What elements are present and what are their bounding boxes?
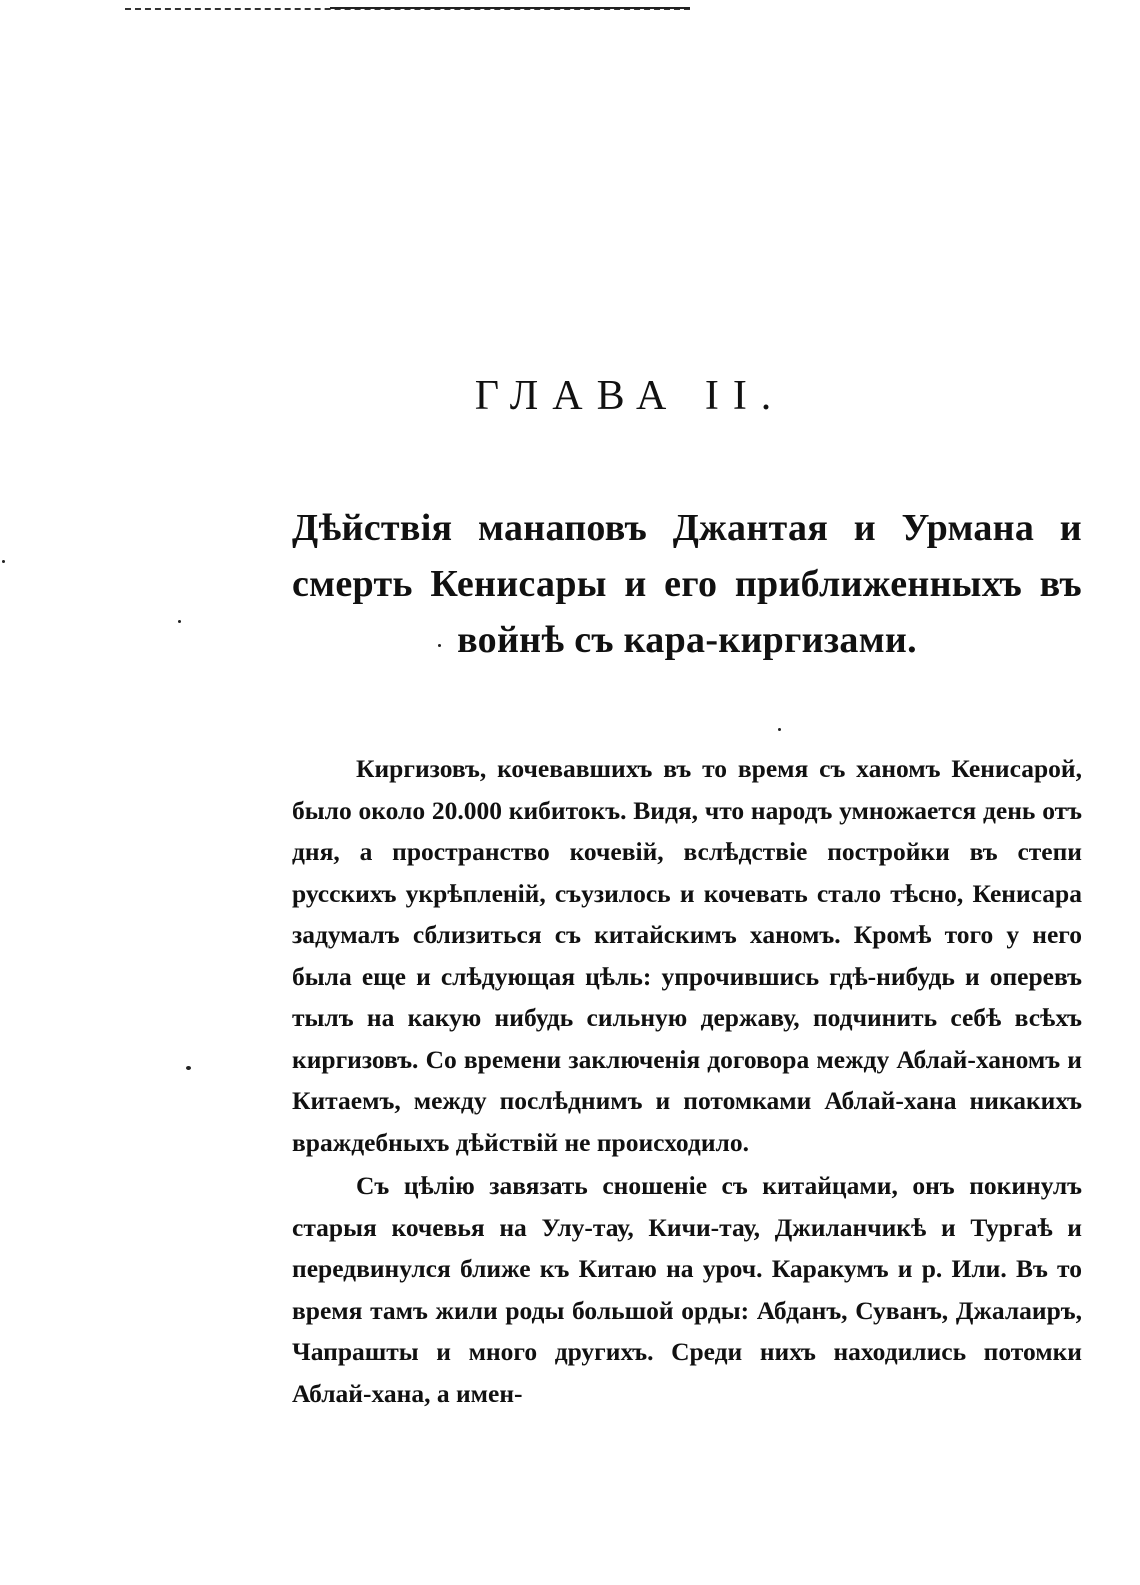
paragraph: Съ цѣлію завязать сношеніе съ китайцами, онъ покинулъ старыя кочевья на Улу-тау, Кичи-тау, Джиланчикѣ и Тургаѣ и передвинулся ближе къ Китаю на уроч. Каракумъ и р. Или. Въ то время тамъ жили роды большой орды: Абданъ, Суванъ, Джалаиръ, Чапрашты и много другихъ. Среди нихъ находились потомки Аблай-хана, а имен- xyxy=(292,1171,1082,1408)
paragraph: Киргизовъ, кочевавшихъ въ то время съ ханомъ Кенисарой, было около 20.000 кибитокъ. Видя, что народъ умножается день отъ дня, а пространство кочевій, вслѣдствіе постройки въ степи русскихъ укрѣпленій, съузилось и кочевать стало тѣсно, Кенисара задумалъ сблизиться съ китайскимъ ханомъ. Кромѣ того у него была еще и слѣдующая цѣль: упрочившись гдѣ-нибудь и оперевъ тылъ на какую нибудь сильную державу, подчинить себѣ всѣхъ киргизовъ. Со времени заключенія договора между Аблай-ханомъ и Китаемъ, между послѣднимъ и потомками Аблай-хана никакихъ враждебныхъ дѣйствій не происходило. xyxy=(292,754,1082,1157)
scan-speck xyxy=(186,1066,191,1070)
scan-speck xyxy=(778,728,781,731)
scan-speck xyxy=(2,560,5,563)
chapter-title: Дѣйствія манаповъ Джантая и Урмана и смерть Кенисары и его приближенныхъ въ войнѣ съ кара-киргизами. xyxy=(292,507,1082,661)
scan-speck xyxy=(178,620,181,623)
top-margin-rule-solid xyxy=(330,7,690,9)
body-text xyxy=(292,748,1082,1414)
chapter-heading: ГЛАВА II. xyxy=(474,373,786,419)
